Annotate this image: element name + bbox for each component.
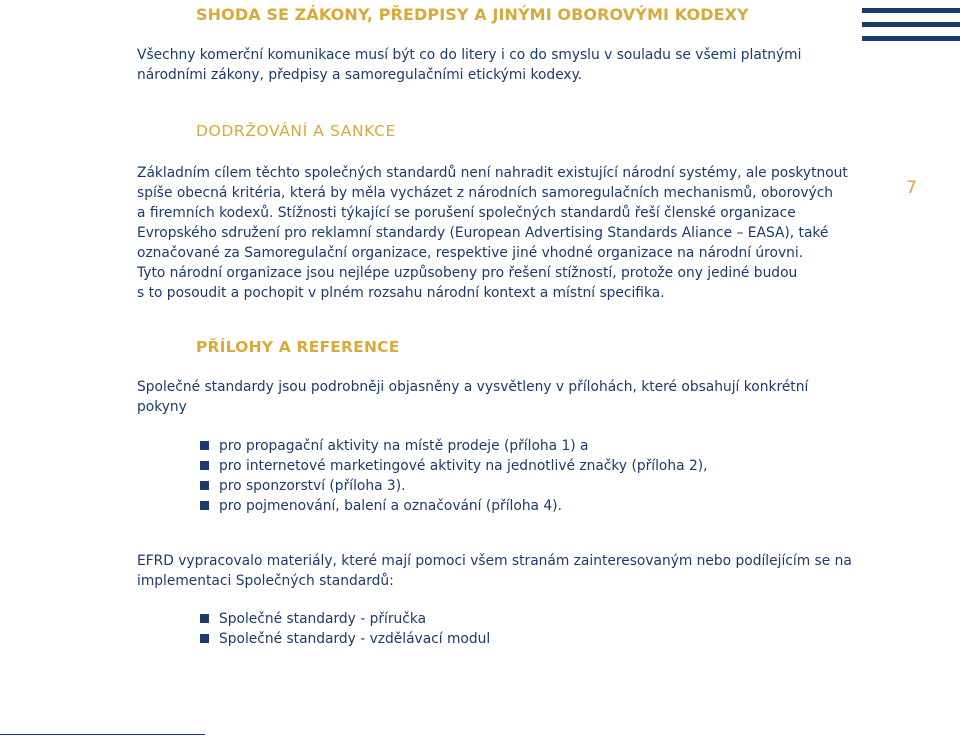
page-number: 7	[906, 178, 917, 198]
list-item: Společné standardy - vzdělávací modul	[200, 629, 490, 649]
list-item: pro sponzorství (příloha 3).	[200, 476, 708, 496]
bullet-square-icon	[200, 461, 209, 470]
bullet-square-icon	[200, 634, 209, 643]
list-item: pro internetové marketingové aktivity na jednotlivé značky (příloha 2),	[200, 456, 708, 476]
header-stripes-icon	[862, 8, 960, 50]
footer-divider	[0, 734, 205, 735]
list-item: pro propagační aktivity na místě prodeje (příloha 1) a	[200, 436, 708, 456]
bullet-square-icon	[200, 441, 209, 450]
bullet-square-icon	[200, 481, 209, 490]
bullet-square-icon	[200, 501, 209, 510]
compliance-paragraph: Všechny komerční komunikace musí být co do litery i co do smyslu v souladu se všemi platnými národními zákony, předpisy a samoregulačními etickými kodexy.	[137, 47, 802, 83]
bullet-square-icon	[200, 614, 209, 623]
section-title-enforcement: DODRŽOVÁNÍ A SANKCE	[196, 122, 396, 140]
efrd-paragraph: EFRD vypracovalo materiály, které mají pomoci všem stranám zainteresovaným nebo podílejícím se na implementaci Společných standardů:	[137, 553, 852, 589]
enforcement-paragraph: Základním cílem těchto společných standardů není nahradit existující národní systémy, ale poskytnout spíše obecná kritéria, která by měla vycházet z národních samoregulačních mechanismů, oborových a firemních kodexů. Stížnosti týkající se porušení společných standardů řeší členské organizace Evropského sdružení pro reklamní standardy (European Advertising Standards Aliance – EASA), také označované za Samoregulační organizace, respektive jiné vhodné organizace na národní úrovni. Tyto národní organizace jsou nejlépe uzpůsobeny pro řešení stížností, protože ony jediné budou s to posoudit a pochopit v plném rozsahu národní kontext a místní specifika.	[137, 165, 848, 301]
annexes-intro: Společné standardy jsou podrobněji objasněny a vysvětleny v přílohách, které obsahují konkrétní pokyny	[137, 379, 809, 415]
section-title-compliance: SHODA SE ZÁKONY, PŘEDPISY A JINÝMI OBOROVÝMI KODEXY	[196, 5, 749, 24]
annex-list	[200, 436, 708, 516]
section-title-annexes: PŘÍLOHY A REFERENCE	[196, 338, 400, 356]
materials-list	[200, 609, 490, 649]
list-item: Společné standardy - příručka	[200, 609, 490, 629]
list-item: pro pojmenování, balení a označování (příloha 4).	[200, 496, 708, 516]
